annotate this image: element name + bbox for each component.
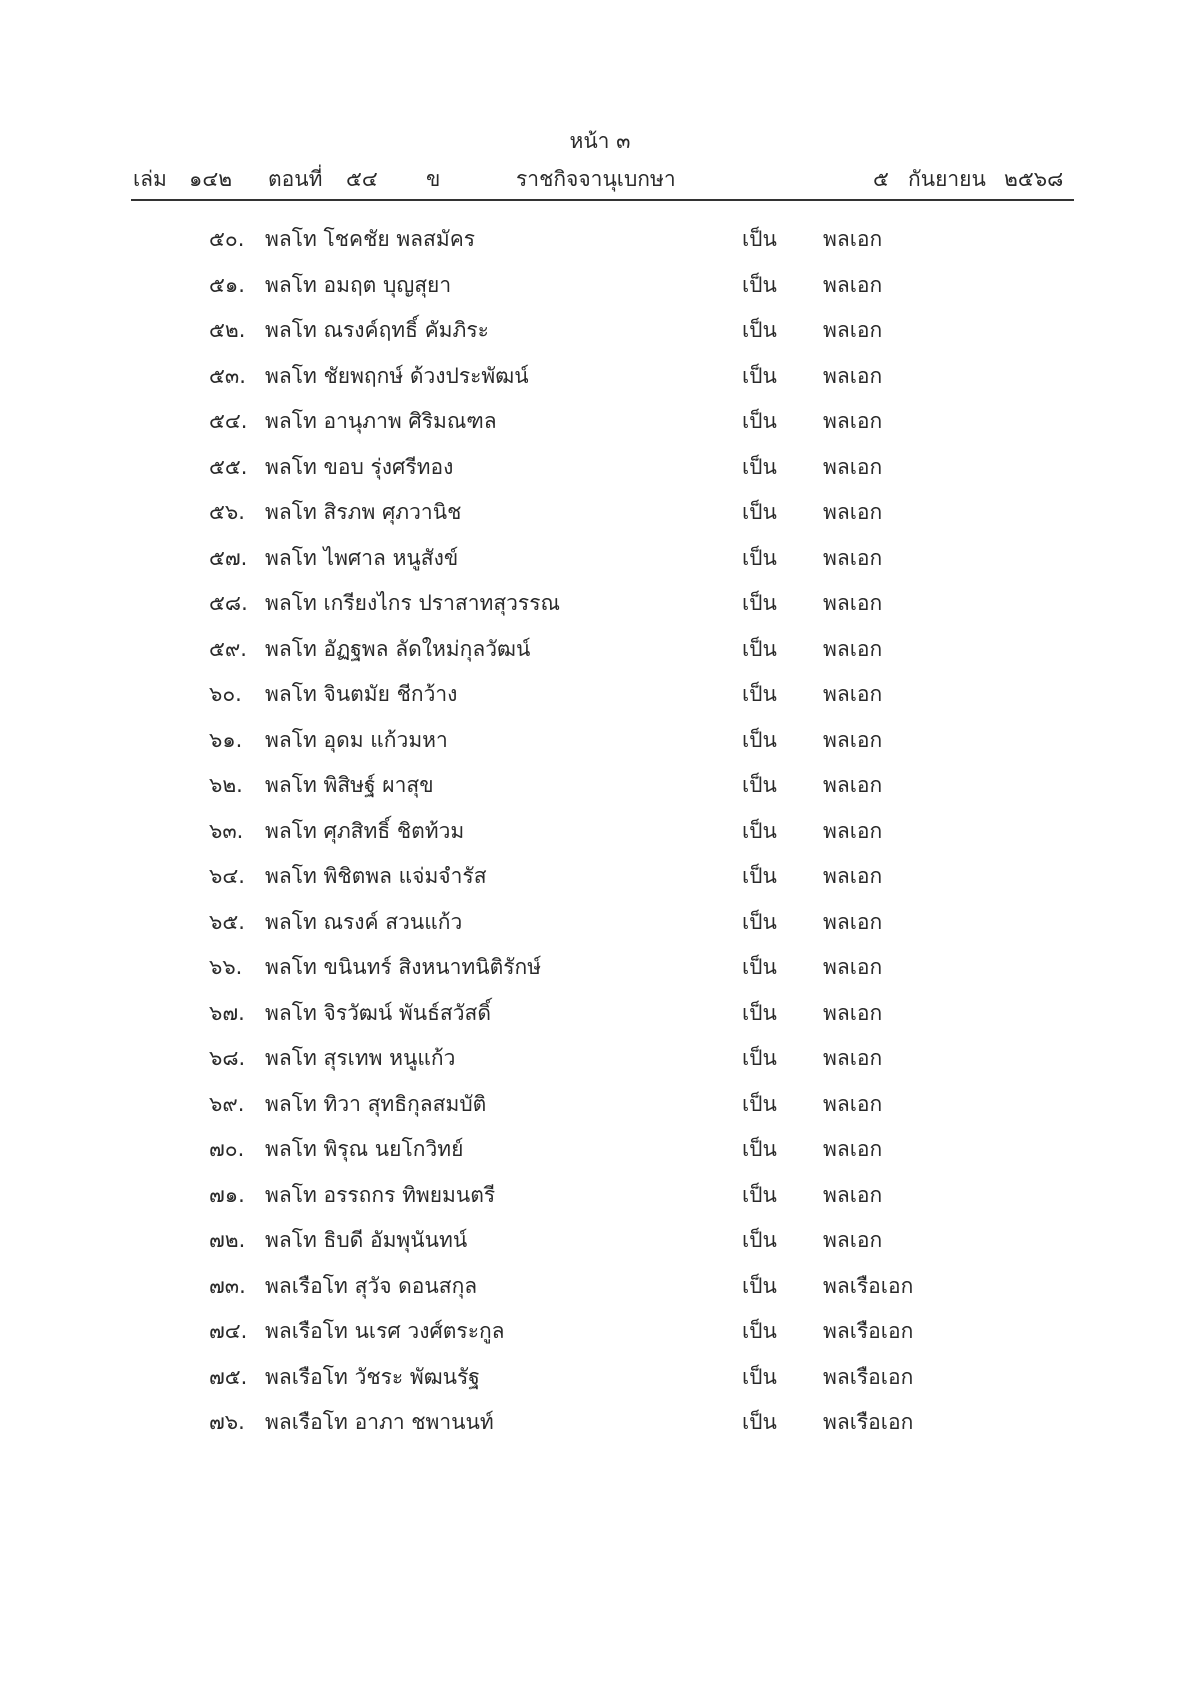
entry-rank: พลเอก xyxy=(823,545,883,570)
entry-number: ๗๓. xyxy=(209,1273,246,1298)
gazette-name: ราชกิจจานุเบกษา xyxy=(516,167,676,191)
entry-rank: พลเอก xyxy=(823,500,883,524)
entry-number: ๖๙. xyxy=(209,1091,245,1116)
entry-name: พลโท อานุภาพ ศิริมณฑล xyxy=(265,409,497,433)
entry-connector: เป็น xyxy=(742,272,777,297)
list-item xyxy=(0,1362,1200,1408)
entry-name: พลโท ไพศาล หนูสังข์ xyxy=(265,545,459,570)
entry-number: ๕๓. xyxy=(209,363,246,388)
entry-name: พลโท พิชิตพล แจ่มจำรัส xyxy=(265,864,487,888)
entry-number: ๕๐. xyxy=(209,227,245,251)
entry-number: ๕๖. xyxy=(209,500,245,524)
list-item xyxy=(0,1043,1200,1089)
entry-number: ๖๑. xyxy=(209,727,243,752)
entry-number: ๗๑. xyxy=(209,1182,245,1207)
entry-rank: พลเรือเอก xyxy=(823,1273,914,1298)
list-item xyxy=(0,725,1200,771)
entry-connector: เป็น xyxy=(742,1410,777,1434)
list-item xyxy=(0,315,1200,361)
list-item xyxy=(0,543,1200,589)
entry-name: พลโท สุรเทพ หนูแก้ว xyxy=(265,1046,456,1070)
entry-connector: เป็น xyxy=(742,1273,777,1298)
entry-rank: พลเอก xyxy=(823,409,883,433)
entry-number: ๕๕. xyxy=(209,454,248,479)
entry-connector: เป็น xyxy=(742,636,777,661)
entry-number: ๕๗. xyxy=(209,545,248,570)
entry-rank: พลเอก xyxy=(823,1000,883,1025)
entry-rank: พลเอก xyxy=(823,1091,883,1116)
header-divider xyxy=(131,199,1074,201)
issue-label: ตอนที่ xyxy=(268,167,323,191)
entry-rank: พลเอก xyxy=(823,909,883,934)
entry-name: พลโท ณรงค์ สวนแก้ว xyxy=(265,909,463,934)
entry-name: พลโท ขอบ รุ่งศรีทอง xyxy=(265,454,454,479)
list-item xyxy=(0,1225,1200,1271)
entry-name: พลโท ทิวา สุทธิกุลสมบัติ xyxy=(265,1091,487,1116)
date-year: ๒๕๖๘ xyxy=(1004,167,1064,191)
entry-connector: เป็น xyxy=(742,363,777,388)
entry-number: ๗๐. xyxy=(209,1137,245,1161)
entry-name: พลโท อุดม แก้วมหา xyxy=(265,727,448,752)
entry-connector: เป็น xyxy=(742,773,777,797)
entry-number: ๖๘. xyxy=(209,1046,246,1070)
entry-connector: เป็น xyxy=(742,591,777,615)
entry-rank: พลเอก xyxy=(823,682,883,706)
entry-rank: พลเอก xyxy=(823,1182,883,1207)
gazette-header xyxy=(133,164,1073,194)
entry-connector: เป็น xyxy=(742,1046,777,1070)
entry-name: พลโท โชคชัย พลสมัคร xyxy=(265,227,476,251)
entry-rank: พลเอก xyxy=(823,636,883,661)
entry-name: พลเรือโท สุวัจ ดอนสกุล xyxy=(265,1273,478,1298)
entry-connector: เป็น xyxy=(742,818,777,843)
entry-number: ๗๖. xyxy=(209,1410,245,1434)
entry-connector: เป็น xyxy=(742,1137,777,1161)
entry-rank: พลเอก xyxy=(823,1228,883,1252)
entry-rank: พลเอก xyxy=(823,818,883,843)
entry-name: พลโท สิรภพ ศุภวานิช xyxy=(265,500,462,524)
appointment-list xyxy=(0,224,1200,1453)
issue-number: ๕๔ xyxy=(346,167,378,191)
entry-number: ๗๒. xyxy=(209,1228,246,1252)
entry-rank: พลเอก xyxy=(823,363,883,388)
entry-connector: เป็น xyxy=(742,1000,777,1025)
entry-number: ๕๘. xyxy=(209,591,248,615)
entry-connector: เป็น xyxy=(742,409,777,433)
list-item xyxy=(0,588,1200,634)
entry-rank: พลเรือเอก xyxy=(823,1410,914,1434)
entry-name: พลโท ขนินทร์ สิงหนาทนิติรักษ์ xyxy=(265,955,542,979)
list-item xyxy=(0,1271,1200,1317)
entry-name: พลโท ธิบดี อัมพุนันทน์ xyxy=(265,1228,468,1252)
entry-name: พลโท อมฤต บุญสุยา xyxy=(265,272,452,297)
entry-connector: เป็น xyxy=(742,454,777,479)
entry-number: ๖๔. xyxy=(209,864,245,888)
entry-connector: เป็น xyxy=(742,955,777,979)
entry-number: ๕๔. xyxy=(209,409,248,433)
entry-connector: เป็น xyxy=(742,727,777,752)
entry-number: ๕๙. xyxy=(209,636,247,661)
entry-connector: เป็น xyxy=(742,227,777,251)
date-month: กันยายน xyxy=(908,167,986,191)
entry-name: พลโท ศุภสิทธิ์ ชิตท้วม xyxy=(265,818,465,843)
entry-name: พลโท พิรุณ นยโกวิทย์ xyxy=(265,1137,464,1161)
entry-connector: เป็น xyxy=(742,500,777,524)
list-item xyxy=(0,452,1200,498)
entry-rank: พลเอก xyxy=(823,454,883,479)
list-item xyxy=(0,770,1200,816)
entry-name: พลโท เกรียงไกร ปราสาทสุวรรณ xyxy=(265,591,560,615)
entry-connector: เป็น xyxy=(742,909,777,934)
entry-connector: เป็น xyxy=(742,864,777,888)
entry-connector: เป็น xyxy=(742,545,777,570)
entry-name: พลโท จินตมัย ชีกว้าง xyxy=(265,682,458,706)
entry-name: พลโท ณรงค์ฤทธิ์ คัมภิระ xyxy=(265,318,489,342)
page-number: หน้า ๓ xyxy=(569,129,631,153)
entry-connector: เป็น xyxy=(742,1228,777,1252)
list-item xyxy=(0,270,1200,316)
entry-connector: เป็น xyxy=(742,1091,777,1116)
list-item xyxy=(0,1180,1200,1226)
entry-connector: เป็น xyxy=(742,682,777,706)
list-item xyxy=(0,224,1200,270)
section-letter: ข xyxy=(426,167,441,191)
entry-rank: พลเรือเอก xyxy=(823,1364,914,1389)
entry-rank: พลเอก xyxy=(823,1137,883,1161)
entry-name: พลโท อรรถกร ทิพยมนตรี xyxy=(265,1182,496,1207)
entry-connector: เป็น xyxy=(742,1182,777,1207)
list-item xyxy=(0,998,1200,1044)
list-item xyxy=(0,952,1200,998)
entry-rank: พลเอก xyxy=(823,864,883,888)
entry-name: พลโท อัฏฐพล ลัดใหม่กุลวัฒน์ xyxy=(265,636,531,661)
entry-rank: พลเอก xyxy=(823,591,883,615)
list-item xyxy=(0,361,1200,407)
entry-connector: เป็น xyxy=(742,1364,777,1389)
entry-number: ๗๔. xyxy=(209,1319,248,1343)
entry-number: ๖๕. xyxy=(209,909,245,934)
list-item xyxy=(0,907,1200,953)
list-item xyxy=(0,861,1200,907)
entry-rank: พลเอก xyxy=(823,773,883,797)
entry-rank: พลเอก xyxy=(823,318,883,342)
entry-rank: พลเอก xyxy=(823,272,883,297)
volume-label: เล่ม xyxy=(133,167,167,191)
entry-rank: พลเอก xyxy=(823,227,883,251)
entry-connector: เป็น xyxy=(742,318,777,342)
entry-connector: เป็น xyxy=(742,1319,777,1343)
entry-number: ๕๒. xyxy=(209,318,246,342)
list-item xyxy=(0,1316,1200,1362)
entry-number: ๕๑. xyxy=(209,272,245,297)
date-day: ๕ xyxy=(873,167,889,191)
list-item xyxy=(0,1407,1200,1453)
volume-number: ๑๔๒ xyxy=(189,167,233,191)
entry-rank: พลเรือเอก xyxy=(823,1319,914,1343)
list-item xyxy=(0,406,1200,452)
list-item xyxy=(0,679,1200,725)
list-item xyxy=(0,1089,1200,1135)
list-item xyxy=(0,497,1200,543)
entry-name: พลโท พิสิษฐ์ ผาสุข xyxy=(265,773,434,797)
entry-name: พลเรือโท นเรศ วงศ์ตระกูล xyxy=(265,1319,505,1343)
entry-number: ๖๖. xyxy=(209,955,243,979)
entry-name: พลโท ชัยพฤกษ์ ด้วงประพัฒน์ xyxy=(265,363,529,388)
entry-number: ๖๗. xyxy=(209,1000,245,1025)
entry-number: ๗๕. xyxy=(209,1364,248,1389)
entry-rank: พลเอก xyxy=(823,727,883,752)
entry-name: พลโท จิรวัฒน์ พันธ์สวัสดิ์ xyxy=(265,1000,491,1025)
list-item xyxy=(0,634,1200,680)
entry-rank: พลเอก xyxy=(823,955,883,979)
entry-number: ๖๓. xyxy=(209,818,244,843)
entry-number: ๖๐. xyxy=(209,682,242,706)
entry-name: พลเรือโท วัชระ พัฒนรัฐ xyxy=(265,1364,480,1389)
entry-rank: พลเอก xyxy=(823,1046,883,1070)
list-item xyxy=(0,816,1200,862)
list-item xyxy=(0,1134,1200,1180)
entry-number: ๖๒. xyxy=(209,773,243,797)
entry-name: พลเรือโท อาภา ชพานนท์ xyxy=(265,1410,494,1434)
